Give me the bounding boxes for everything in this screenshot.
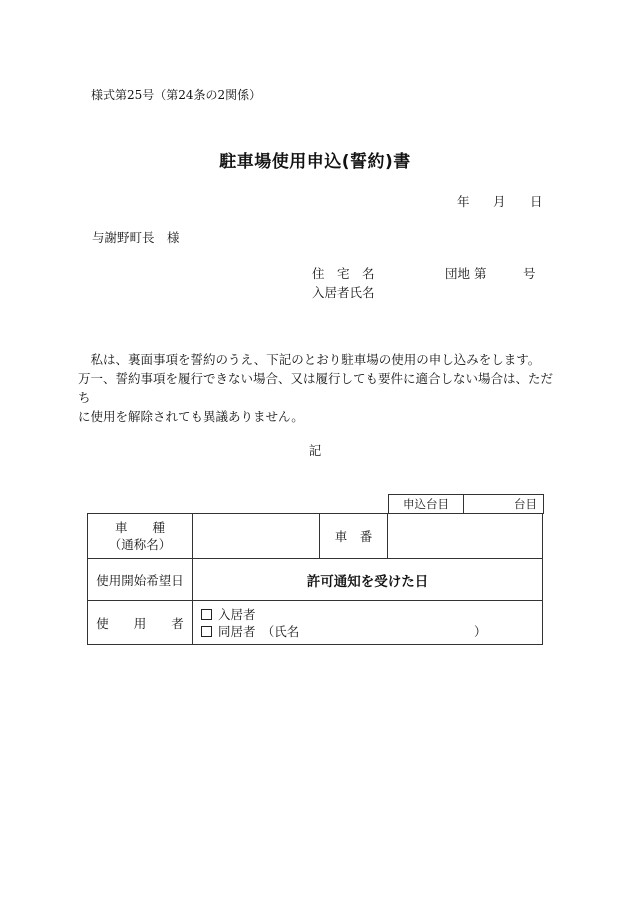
body-line-3: に使用を解除されても異議ありません。 <box>78 409 304 424</box>
checkbox-icon[interactable] <box>201 626 212 637</box>
form-number: 様式第25号（第24条の2関係） <box>91 88 262 102</box>
vehicle-type-label-line2: （通称名） <box>108 537 172 552</box>
option-cohabitant-label: 同居者 （氏名 <box>218 623 300 639</box>
user-label: 使 用 者 <box>88 601 193 645</box>
table-row <box>88 559 543 601</box>
ki-heading: 記 <box>308 443 322 458</box>
start-date-label: 使用開始希望日 <box>88 559 193 601</box>
option-resident-label: 入居者 <box>218 606 256 622</box>
application-count-label: 申込台目 <box>389 495 464 514</box>
date-day: 日 <box>530 194 543 209</box>
vehicle-type-field[interactable] <box>193 514 320 559</box>
page-title: 駐車場使用申込(誓約)書 <box>219 152 411 172</box>
option-cohabitant-close: ） <box>474 623 487 639</box>
vehicle-number-field[interactable] <box>388 514 543 559</box>
resident-name-label: 入居者氏名 <box>312 285 375 300</box>
vehicle-number-label: 車 番 <box>320 514 388 559</box>
number-label: 号 <box>523 266 536 281</box>
start-date-value: 許可通知を受けた日 <box>193 559 543 601</box>
complex-label: 団地 第 <box>445 266 487 281</box>
application-count-box <box>388 494 544 514</box>
body-line-2: 万一、誓約事項を履行できない場合、又は履行しても要件に適合しない場合は、ただち <box>78 371 554 405</box>
vehicle-type-label <box>88 514 193 559</box>
addressee: 与謝野町長 様 <box>92 230 180 245</box>
table-row <box>88 601 543 645</box>
user-options <box>193 601 543 645</box>
vehicle-type-label-line1: 車 種 <box>114 520 165 535</box>
option-cohabitant[interactable] <box>201 623 542 640</box>
table-row <box>88 514 543 559</box>
option-resident[interactable] <box>201 606 542 623</box>
date-year: 年 <box>457 194 470 209</box>
application-table <box>87 513 543 645</box>
checkbox-icon[interactable] <box>201 609 212 620</box>
body-line-1: 私は、裏面事項を誓約のうえ、下記のとおり駐車場の使用の申し込みをします。 <box>78 352 541 367</box>
address-label: 住 宅 名 <box>312 266 375 281</box>
application-count-unit[interactable]: 台目 <box>514 497 537 511</box>
body-text <box>78 350 558 426</box>
date-month: 月 <box>493 194 506 209</box>
